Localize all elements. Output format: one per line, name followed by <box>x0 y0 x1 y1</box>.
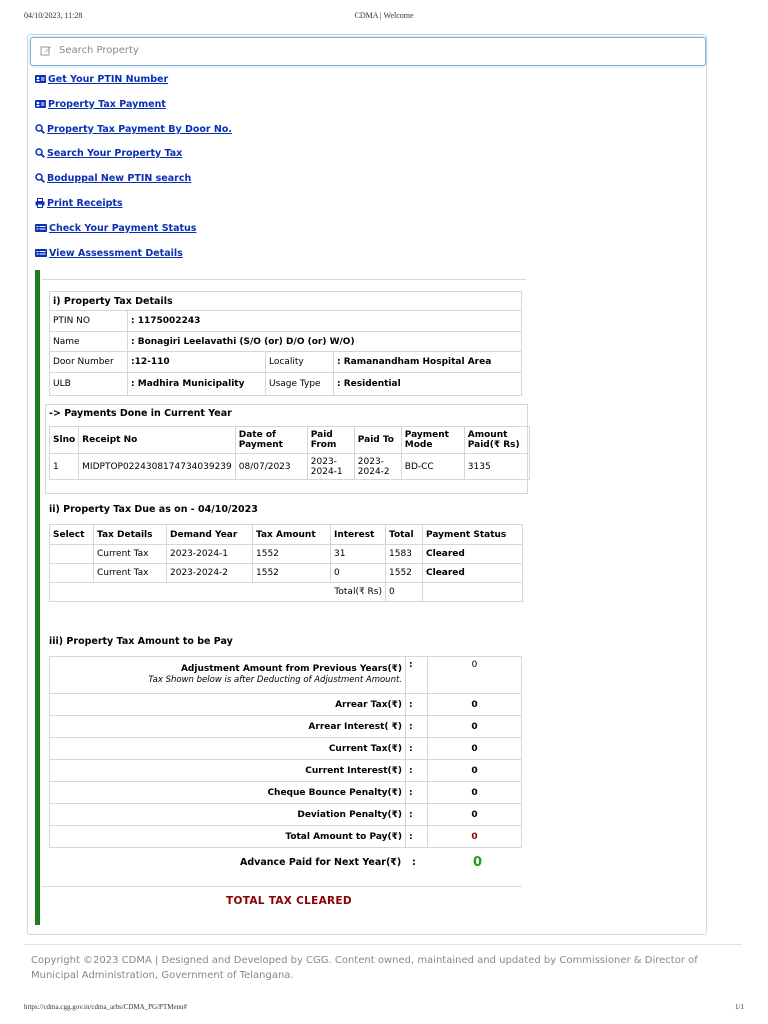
payment-amount: 3135 <box>464 454 529 480</box>
property-details-title: i) Property Tax Details <box>50 292 522 311</box>
print-receipts-link[interactable] <box>35 196 123 210</box>
tax-due-interest: 31 <box>331 545 386 564</box>
advance-value: 0 <box>473 855 483 870</box>
id-card-icon <box>35 100 46 108</box>
print-receipts-label: Print Receipts <box>47 197 123 209</box>
table-row <box>50 826 522 848</box>
ulb-label: ULB <box>50 373 128 396</box>
locality-value: : Ramanandham Hospital Area <box>334 352 522 373</box>
print-page-number: 1/1 <box>735 1003 744 1011</box>
colon: : <box>406 694 428 716</box>
tax-due-header: Demand Year <box>167 525 253 545</box>
payment-date: 08/07/2023 <box>235 454 307 480</box>
payments-header: Payment Mode <box>401 427 464 454</box>
colon: : <box>406 782 428 804</box>
payment-slno: 1 <box>50 454 79 480</box>
tax-due-header: Payment Status <box>423 525 523 545</box>
tax-due-select[interactable] <box>50 545 94 564</box>
get-ptin-link[interactable] <box>35 72 168 86</box>
id-card-icon <box>35 75 46 83</box>
table-row <box>50 454 530 480</box>
current-interest-label: Current Interest(₹) <box>50 760 406 782</box>
print-page-title: CDMA | Welcome <box>354 11 414 20</box>
tax-due-total: 1552 <box>386 564 423 583</box>
payment-mode: BD-CC <box>401 454 464 480</box>
amount-to-pay-table <box>49 656 522 848</box>
amount-to-pay-title: iii) Property Tax Amount to be Pay <box>49 636 233 647</box>
tax-due-header: Total <box>386 525 423 545</box>
search-property-tax-label: Search Your Property Tax <box>47 147 183 159</box>
current-tax-label: Current Tax(₹) <box>50 738 406 760</box>
cheque-bounce-penalty-label: Cheque Bounce Penalty(₹) <box>50 782 406 804</box>
payment-by-door-label: Property Tax Payment By Door No. <box>47 123 232 135</box>
divider <box>42 886 522 887</box>
copyright-text: Copyright ©2023 CDMA | Designed and Developed by CGG. Content owned, maintained and updated by Commissioner & Director of Municipal Administration, Government of Telangana. <box>31 955 698 981</box>
arrear-interest-label: Arrear Interest( ₹) <box>50 716 406 738</box>
boduppal-ptin-search-label: Boduppal New PTIN search <box>47 172 192 184</box>
list-card-icon <box>35 249 47 257</box>
table-row <box>50 716 522 738</box>
tax-due-header: Tax Amount <box>253 525 331 545</box>
property-details-table <box>49 291 522 396</box>
usage-label: Usage Type <box>266 373 334 396</box>
total-amount-label: Total Amount to Pay(₹) <box>50 826 406 848</box>
payment-paid-from: 2023-2024-1 <box>307 454 354 480</box>
divider <box>42 279 526 280</box>
tax-due-year: 2023-2024-2 <box>167 564 253 583</box>
tax-due-header: Tax Details <box>94 525 167 545</box>
payments-header: Slno <box>50 427 79 454</box>
view-assessment-details-link[interactable] <box>35 246 183 260</box>
print-footer <box>24 1003 744 1015</box>
search-icon <box>35 124 45 134</box>
colon: : <box>406 657 428 694</box>
property-tax-payment-link[interactable] <box>35 97 166 111</box>
edit-icon <box>40 45 52 57</box>
payments-header: Paid To <box>354 427 401 454</box>
payments-header: Paid From <box>307 427 354 454</box>
table-row <box>50 564 523 583</box>
table-row <box>50 782 522 804</box>
colon: : <box>406 738 428 760</box>
search-property-bar[interactable] <box>30 37 706 66</box>
arrear-tax-value: 0 <box>428 694 522 716</box>
tax-due-header: Interest <box>331 525 386 545</box>
door-value: :12-110 <box>128 352 266 373</box>
search-icon <box>35 173 45 183</box>
table-row <box>50 760 522 782</box>
tax-due-title: ii) Property Tax Due as on - 04/10/2023 <box>49 504 258 515</box>
tax-due-amount: 1552 <box>253 564 331 583</box>
tax-due-total: 1583 <box>386 545 423 564</box>
arrear-tax-label: Arrear Tax(₹) <box>50 694 406 716</box>
table-row <box>50 694 522 716</box>
payments-box <box>45 404 528 494</box>
deviation-penalty-value: 0 <box>428 804 522 826</box>
tax-due-header: Select <box>50 525 94 545</box>
name-label: Name <box>50 332 128 352</box>
total-amount-value: 0 <box>428 826 522 848</box>
payments-title: -> Payments Done in Current Year <box>49 408 232 419</box>
table-row <box>50 545 523 564</box>
view-assessment-details-label: View Assessment Details <box>49 247 183 259</box>
cheque-bounce-penalty-value: 0 <box>428 782 522 804</box>
property-tax-panel <box>27 34 707 935</box>
check-payment-status-label: Check Your Payment Status <box>49 222 197 234</box>
list-card-icon <box>35 224 47 232</box>
search-property-label: Search Property <box>59 45 139 56</box>
tax-status-message: TOTAL TAX CLEARED <box>226 895 352 907</box>
boduppal-ptin-search-link[interactable] <box>35 171 191 185</box>
ptin-value: : 1175002243 <box>128 311 522 332</box>
locality-label: Locality <box>266 352 334 373</box>
tax-due-table <box>49 524 523 602</box>
footer-divider <box>24 944 742 945</box>
colon: : <box>406 804 428 826</box>
ptin-label: PTIN NO <box>50 311 128 332</box>
tax-due-status: Cleared <box>423 564 523 583</box>
payment-receipt-no: MIDPTOP0224308174734039239 <box>79 454 236 480</box>
tax-due-interest: 0 <box>331 564 386 583</box>
payments-header: Amount Paid(₹ Rs) <box>464 427 529 454</box>
payments-header: Date of Payment <box>235 427 307 454</box>
adjustment-label: Adjustment Amount from Previous Years(₹) <box>180 664 402 674</box>
tax-due-details: Current Tax <box>94 564 167 583</box>
payments-table <box>49 426 530 480</box>
tax-due-total-value: 0 <box>386 583 423 602</box>
deviation-penalty-label: Deviation Penalty(₹) <box>50 804 406 826</box>
table-row <box>50 738 522 760</box>
adjustment-cell <box>50 657 406 694</box>
colon: : <box>406 760 428 782</box>
ulb-value: : Madhira Municipality <box>128 373 266 396</box>
search-icon <box>35 148 45 158</box>
tax-due-status: Cleared <box>423 545 523 564</box>
advance-label: Advance Paid for Next Year(₹) <box>240 857 402 868</box>
tax-due-details: Current Tax <box>94 545 167 564</box>
tax-due-select[interactable] <box>50 564 94 583</box>
printer-icon <box>35 198 45 208</box>
tax-due-year: 2023-2024-1 <box>167 545 253 564</box>
check-payment-status-link[interactable] <box>35 221 196 235</box>
usage-value: : Residential <box>334 373 522 396</box>
payments-header: Receipt No <box>79 427 236 454</box>
advance-colon: : <box>412 857 416 868</box>
print-url: https://cdma.cgg.gov.in/cdma_arbs/CDMA_PG/PTMenu# <box>24 1003 188 1011</box>
name-value: : Bonagiri Leelavathi (S/O (or) D/O (or) W/O) <box>128 332 522 352</box>
tax-due-total-label: Total(₹ Rs) <box>50 583 386 602</box>
tax-due-amount: 1552 <box>253 545 331 564</box>
adjustment-note: Tax Shown below is after Deducting of Adjustment Amount. <box>148 675 402 685</box>
adjustment-value: 0 <box>428 657 522 694</box>
payment-by-door-link[interactable] <box>35 122 232 136</box>
print-datetime: 04/10/2023, 11:28 <box>24 11 83 20</box>
property-tax-payment-label: Property Tax Payment <box>48 98 166 110</box>
payment-paid-to: 2023-2024-2 <box>354 454 401 480</box>
colon: : <box>406 826 428 848</box>
arrear-interest-value: 0 <box>428 716 522 738</box>
get-ptin-label: Get Your PTIN Number <box>48 73 169 85</box>
current-interest-value: 0 <box>428 760 522 782</box>
section-accent-bar <box>35 270 40 925</box>
search-property-tax-link[interactable] <box>35 146 182 160</box>
door-label: Door Number <box>50 352 128 373</box>
colon: : <box>406 716 428 738</box>
table-row <box>50 804 522 826</box>
print-header <box>24 11 744 23</box>
current-tax-value: 0 <box>428 738 522 760</box>
